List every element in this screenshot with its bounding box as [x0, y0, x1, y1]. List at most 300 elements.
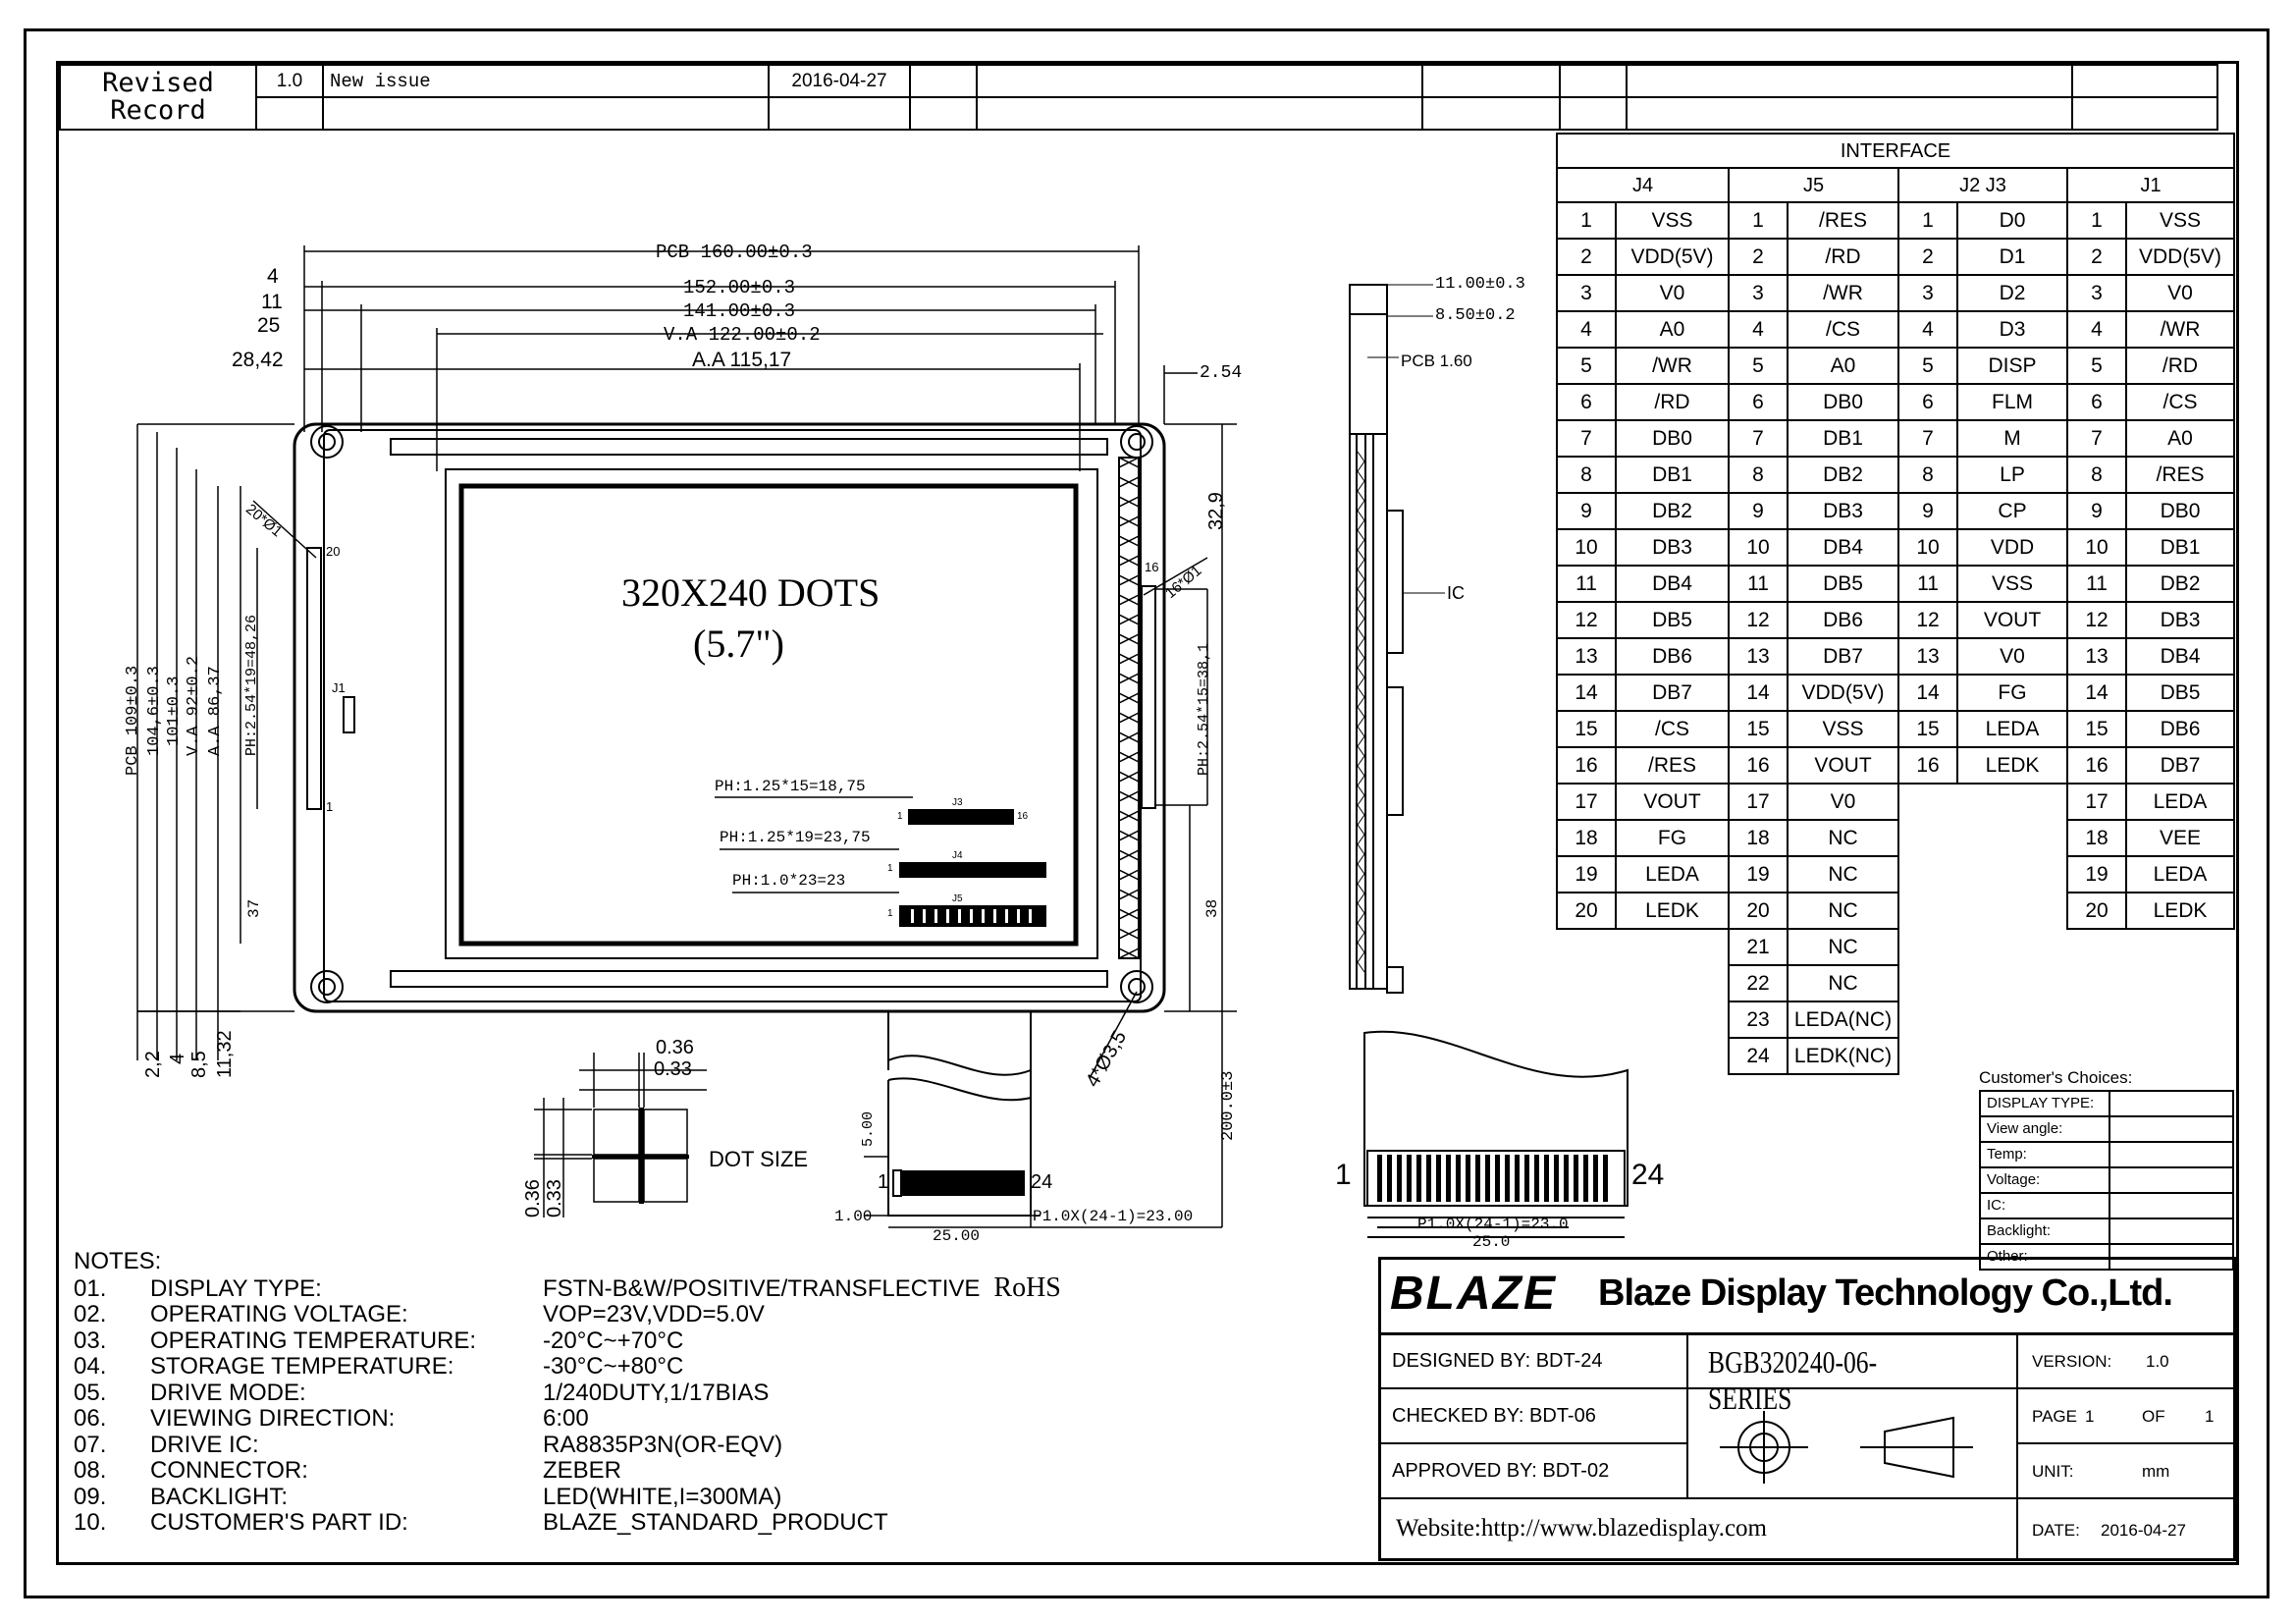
- j5-pin-row: [1728, 312, 1899, 349]
- j1-pin-row: [2066, 530, 2235, 567]
- j5-pin-number: 11: [1728, 565, 1789, 603]
- j4-pin-signal: LEDK: [1615, 892, 1730, 930]
- j4-pin-signal: DB1: [1615, 456, 1730, 494]
- j23-pin-number: 3: [1897, 274, 1958, 312]
- j1-pin-signal: DB7: [2125, 746, 2235, 785]
- dot-h2: 0.33: [544, 1179, 565, 1218]
- j4-pin-row: [1556, 676, 1730, 712]
- note-number: 06.: [74, 1405, 107, 1432]
- j23-pin-signal: VDD: [1956, 528, 2068, 567]
- customer-choice-label: Other:: [1979, 1243, 2110, 1271]
- j23-pin-row: [1897, 312, 2068, 349]
- j4-pin-signal: DB2: [1615, 492, 1730, 530]
- mount-holes: 4*Ø3,5: [1082, 1027, 1132, 1091]
- j5-pin-signal: DB6: [1787, 601, 1899, 639]
- fpc-detail-width: 25.0: [1472, 1233, 1511, 1251]
- customer-choice-row: [1979, 1166, 2234, 1194]
- j23-pin-row: [1897, 385, 2068, 421]
- j23-pin-number: 13: [1897, 637, 1958, 676]
- j4-label: J4: [952, 850, 963, 861]
- j5-pin-number: 5: [1728, 347, 1789, 385]
- j5-pin-row: [1728, 603, 1899, 639]
- dot-size-label: DOT SIZE: [709, 1147, 809, 1171]
- j5-pin-row: [1728, 494, 1899, 530]
- note-value: VOP=23V,VDD=5.0V: [543, 1301, 765, 1327]
- j4-pin-number: 7: [1556, 419, 1617, 458]
- customer-choice-value[interactable]: [2109, 1192, 2234, 1219]
- version-label: VERSION:: [2032, 1352, 2112, 1371]
- j1-pin-number: 3: [2066, 274, 2127, 312]
- customer-choice-label: DISPLAY TYPE:: [1979, 1090, 2110, 1117]
- j1-pin-row: [2066, 421, 2235, 458]
- j4-pin-number: 1: [1556, 201, 1617, 240]
- j23-pin-number: 9: [1897, 492, 1958, 530]
- customer-choice-value[interactable]: [2109, 1090, 2234, 1117]
- j4-pin-row: [1556, 785, 1730, 821]
- dim-32-9: 32,9: [1205, 492, 1227, 530]
- version-value: 1.0: [2146, 1352, 2169, 1371]
- display-size: (5.7"): [693, 622, 784, 666]
- customer-choice-row: [1979, 1141, 2234, 1168]
- j23-pin-signal: VSS: [1956, 565, 2068, 603]
- j1-pin-number: 12: [2066, 601, 2127, 639]
- j1-pin-row: [2066, 639, 2235, 676]
- fpc-pitch: P1.0X(24-1)=23.00: [1033, 1208, 1194, 1225]
- pitch-right: PH:2.54*15=38,1: [1196, 642, 1212, 776]
- date-label: DATE:: [2032, 1521, 2080, 1540]
- j23-pin-signal: D2: [1956, 274, 2068, 312]
- dot-w1: 0.36: [656, 1037, 694, 1058]
- note-item: [74, 1406, 1061, 1433]
- j23-pin-number: 5: [1897, 347, 1958, 385]
- j23-pin-number: 14: [1897, 674, 1958, 712]
- j4-pin-row: [1556, 276, 1730, 312]
- j5-pin-number: 24: [1728, 1037, 1789, 1075]
- dim-fpc-length: 200.0±3: [1219, 1070, 1238, 1141]
- fpc-detail-pin-24: 24: [1631, 1159, 1665, 1191]
- j4-pin-signal: DB7: [1615, 674, 1730, 712]
- j1-pin-row: [2066, 494, 2235, 530]
- offset-25: 25: [257, 314, 281, 337]
- j1-pin-row: [2066, 676, 2235, 712]
- customer-choice-value[interactable]: [2109, 1141, 2234, 1168]
- j1-pin-number: 8: [2066, 456, 2127, 494]
- j5-pin-1: 1: [887, 908, 893, 919]
- j4-pin-signal: /WR: [1615, 347, 1730, 385]
- side-dim-8-5: 8.50±0.2: [1435, 306, 1516, 325]
- j23-pin-signal: LEDK: [1956, 746, 2068, 785]
- note-number: 03.: [74, 1326, 107, 1354]
- j23-pin-row: [1897, 603, 2068, 639]
- offset-11: 11: [261, 291, 283, 313]
- j5-pin-row: [1728, 1002, 1899, 1039]
- title-block: [1378, 1257, 2236, 1561]
- j23-pin-row: [1897, 567, 2068, 603]
- j5-group: [1728, 167, 1899, 1075]
- note-item: [74, 1354, 1061, 1380]
- j23-pin-number: 12: [1897, 601, 1958, 639]
- j4-pin-signal: VDD(5V): [1615, 238, 1730, 276]
- part-number: BGB320240-06-SERIES: [1708, 1344, 1878, 1416]
- interface-title: INTERFACE: [1556, 133, 2235, 169]
- fpc-1: 1.00: [834, 1208, 873, 1225]
- j1-pin-signal: A0: [2125, 419, 2235, 458]
- j1-pin-number: 16: [2066, 746, 2127, 785]
- j23-pin-row: [1897, 203, 2068, 240]
- note-value: LED(WHITE,I=300MA): [543, 1483, 782, 1510]
- j5-pin-row: [1728, 857, 1899, 893]
- j1-pin-row: [2066, 349, 2235, 385]
- j4-pin-row: [1556, 494, 1730, 530]
- j1-pin-signal: /CS: [2125, 383, 2235, 421]
- j5-pin-signal: DB7: [1787, 637, 1899, 676]
- j1-pin-number: 19: [2066, 855, 2127, 893]
- j1-pin-signal: DB0: [2125, 492, 2235, 530]
- j1-pin-number: 4: [2066, 310, 2127, 349]
- j1-pin-row: [2066, 603, 2235, 639]
- j4-pin-number: 4: [1556, 310, 1617, 349]
- projection-cell: [1686, 1387, 2018, 1499]
- j5-pitch: PH:1.0*23=23: [732, 872, 846, 890]
- j1-pin-row: [2066, 785, 2235, 821]
- j5-pin-number: 16: [1728, 746, 1789, 785]
- dim-37: 37: [245, 898, 263, 918]
- j23-pin-signal: VOUT: [1956, 601, 2068, 639]
- j1-pin-row: [2066, 276, 2235, 312]
- j4-pin-number: 11: [1556, 565, 1617, 603]
- j1-pin-row: [2066, 203, 2235, 240]
- j5-pin-signal: /WR: [1787, 274, 1899, 312]
- note-item: [74, 1485, 1061, 1511]
- j4-pin-number: 6: [1556, 383, 1617, 421]
- display-dots: 320X240 DOTS: [621, 570, 881, 615]
- j4-pin-number: 14: [1556, 674, 1617, 712]
- note-number: 02.: [74, 1301, 107, 1327]
- note-item: [74, 1433, 1061, 1459]
- j1-pin-number: 18: [2066, 819, 2127, 857]
- j5-pin-row: [1728, 966, 1899, 1002]
- customer-choice-row: [1979, 1090, 2234, 1117]
- j23-pin-row: [1897, 421, 2068, 458]
- j1-pin-number: 14: [2066, 674, 2127, 712]
- j5-pin-signal: A0: [1787, 347, 1899, 385]
- j5-pin-number: 20: [1728, 892, 1789, 930]
- j4-pin-number: 3: [1556, 274, 1617, 312]
- note-item: [74, 1510, 1061, 1537]
- j5-pin-number: 3: [1728, 274, 1789, 312]
- j1-pin-signal: VDD(5V): [2125, 238, 2235, 276]
- j4-pin-signal: DB6: [1615, 637, 1730, 676]
- note-item: [74, 1302, 1061, 1328]
- j23-pin-signal: D1: [1956, 238, 2068, 276]
- j5-pin-signal: VDD(5V): [1787, 674, 1899, 712]
- j4-pin-number: 5: [1556, 347, 1617, 385]
- j23-group: [1897, 167, 2068, 785]
- customer-choice-value[interactable]: [2109, 1115, 2234, 1143]
- j5-pin-signal: DB1: [1787, 419, 1899, 458]
- j23-pin-number: 16: [1897, 746, 1958, 785]
- j5-pin-number: 4: [1728, 310, 1789, 349]
- customer-choice-row: [1979, 1218, 2234, 1245]
- j23-pin-number: 4: [1897, 310, 1958, 349]
- j23-pin-number: 10: [1897, 528, 1958, 567]
- j5-pin-number: 22: [1728, 964, 1789, 1002]
- customer-choice-row: [1979, 1192, 2234, 1219]
- j4-pin-signal: VOUT: [1615, 783, 1730, 821]
- fpc-pin-24: 24: [1031, 1171, 1053, 1193]
- note-value: -30°C~+80°C: [543, 1353, 684, 1380]
- j23-pin-row: [1897, 530, 2068, 567]
- j23-head: J2 J3: [1897, 167, 2068, 203]
- j23-pin-row: [1897, 712, 2068, 748]
- customer-choice-label: View angle:: [1979, 1115, 2110, 1143]
- j5-pin-row: [1728, 676, 1899, 712]
- note-key: DRIVE IC:: [150, 1431, 259, 1458]
- j1-pin-20: 20: [326, 544, 341, 559]
- j23-pin-row: [1897, 676, 2068, 712]
- j5-pin-number: 6: [1728, 383, 1789, 421]
- checked-by: CHECKED BY: BDT-06: [1392, 1405, 1596, 1427]
- note-key: STORAGE TEMPERATURE:: [150, 1353, 454, 1380]
- j23-pin-number: 1: [1897, 201, 1958, 240]
- j23-pin-signal: FLM: [1956, 383, 2068, 421]
- note-extra: RoHS: [993, 1272, 1061, 1303]
- blaze-logo: BLAZE: [1390, 1268, 1557, 1320]
- j5-pin-number: 9: [1728, 492, 1789, 530]
- j1-pin-signal: V0: [2125, 274, 2235, 312]
- j1-pin-signal: DB5: [2125, 674, 2235, 712]
- j4-pin-row: [1556, 639, 1730, 676]
- j5-pin-number: 21: [1728, 928, 1789, 966]
- j23-pin-row: [1897, 639, 2068, 676]
- j23-pin-signal: DISP: [1956, 347, 2068, 385]
- j23-pin-row: [1897, 349, 2068, 385]
- j1-pin-number: 15: [2066, 710, 2127, 748]
- j4-pin-number: 2: [1556, 238, 1617, 276]
- customer-choice-value[interactable]: [2109, 1166, 2234, 1194]
- j5-label: J5: [952, 893, 963, 904]
- j5-head: J5: [1728, 167, 1899, 203]
- j4-pin-row: [1556, 349, 1730, 385]
- j5-pin-number: 19: [1728, 855, 1789, 893]
- j1-pin-number: 1: [2066, 201, 2127, 240]
- of-label: OF: [2142, 1407, 2165, 1426]
- pitch-j1: PH:2.54*19=48,26: [243, 614, 260, 756]
- part-no-cell: [1686, 1332, 2018, 1416]
- j23-pin-row: [1897, 494, 2068, 530]
- revision-title-line1: Revised: [102, 68, 214, 98]
- revision-date: 2016-04-27: [769, 65, 910, 97]
- j23-pin-number: 15: [1897, 710, 1958, 748]
- j5-pin-signal: VOUT: [1787, 746, 1899, 785]
- j1-pin-signal: DB3: [2125, 601, 2235, 639]
- note-number: 08.: [74, 1457, 107, 1484]
- offset-2842: 28,42: [232, 349, 284, 371]
- note-value: 6:00: [543, 1405, 589, 1432]
- j4-group: [1556, 167, 1730, 930]
- j5-pin-signal: NC: [1787, 819, 1899, 857]
- unit-cell: [2016, 1442, 2236, 1499]
- j5-pin-row: [1728, 530, 1899, 567]
- dim-104-6: 104,6±0.3: [145, 666, 164, 756]
- j23-pin-signal: CP: [1956, 492, 2068, 530]
- j3-pin-16: 16: [1017, 811, 1029, 822]
- j4-pin-row: [1556, 567, 1730, 603]
- dot-h1: 0.36: [522, 1179, 544, 1218]
- j4-pin-row: [1556, 312, 1730, 349]
- j4-pin-number: 18: [1556, 819, 1617, 857]
- j5-pin-signal: V0: [1787, 783, 1899, 821]
- dim-pcb-height: PCB 109±0.3: [124, 665, 142, 776]
- j23-pin-row: [1897, 458, 2068, 494]
- j4-pin-row: [1556, 821, 1730, 857]
- j5-pin-signal: LEDA(NC): [1787, 1001, 1899, 1039]
- j5-pin-number: 17: [1728, 783, 1789, 821]
- j1-pin-row: [2066, 893, 2235, 930]
- note-key: VIEWING DIRECTION:: [150, 1405, 396, 1432]
- j4-pin-number: 9: [1556, 492, 1617, 530]
- dim-aa-width: A.A 115,17: [692, 349, 792, 371]
- j5-pin-signal: VSS: [1787, 710, 1899, 748]
- bottom-11-32: 11,32: [214, 1030, 236, 1078]
- date-cell: [2016, 1497, 2236, 1561]
- note-key: OPERATING VOLTAGE:: [150, 1301, 408, 1327]
- j4-pin-row: [1556, 748, 1730, 785]
- j1-pin-row: [2066, 748, 2235, 785]
- j4-pin-row: [1556, 893, 1730, 930]
- j5-pin-signal: NC: [1787, 892, 1899, 930]
- j5-pin-number: 10: [1728, 528, 1789, 567]
- note-number: 09.: [74, 1483, 107, 1510]
- note-number: 05.: [74, 1379, 107, 1406]
- dim-aa-height: A.A 86,37: [206, 666, 225, 756]
- note-number: 07.: [74, 1431, 107, 1458]
- j1-pin-row: [2066, 385, 2235, 421]
- j5-pin-number: 1: [1728, 201, 1789, 240]
- j1-pin-number: 10: [2066, 528, 2127, 567]
- j1-pin-number: 6: [2066, 383, 2127, 421]
- bottom-2-2: 2,2: [142, 1051, 164, 1078]
- page-value: 1: [2085, 1407, 2095, 1426]
- j1-label: J1: [332, 680, 346, 695]
- note-number: 01.: [74, 1274, 107, 1302]
- j23-pin-number: 6: [1897, 383, 1958, 421]
- customer-choice-value[interactable]: [2109, 1218, 2234, 1245]
- customer-choice-label: Voltage:: [1979, 1166, 2110, 1194]
- j23-pin-signal: V0: [1956, 637, 2068, 676]
- page-label: PAGE: [2032, 1407, 2077, 1426]
- notes-title: NOTES:: [74, 1248, 162, 1274]
- j3-pin-1: 1: [897, 811, 903, 822]
- j4-connector: [899, 862, 1046, 878]
- bottom-8-5: 8,5: [188, 1051, 210, 1078]
- website: Website:http://www.blazedisplay.com: [1396, 1515, 1767, 1542]
- j1-pin-signal: VSS: [2125, 201, 2235, 240]
- j4-pin-signal: DB3: [1615, 528, 1730, 567]
- dim-38: 38: [1203, 898, 1221, 918]
- j4-pin-row: [1556, 603, 1730, 639]
- j23-pin-row: [1897, 240, 2068, 276]
- j5-pin-row: [1728, 240, 1899, 276]
- j4-pin-row: [1556, 712, 1730, 748]
- j5-pin-number: 14: [1728, 674, 1789, 712]
- j1-pin-number: 2: [2066, 238, 2127, 276]
- j23-pin-number: 8: [1897, 456, 1958, 494]
- offset-4: 4: [267, 265, 279, 288]
- j1-pin-number: 5: [2066, 347, 2127, 385]
- j4-pin-signal: DB5: [1615, 601, 1730, 639]
- j5-pin-signal: LEDK(NC): [1787, 1037, 1899, 1075]
- company-name: Blaze Display Technology Co.,Ltd.: [1598, 1272, 2172, 1314]
- j23-pin-number: 2: [1897, 238, 1958, 276]
- designed-cell: [1378, 1332, 1688, 1389]
- dot-w2: 0.33: [654, 1058, 692, 1080]
- j1-pin-signal: /WR: [2125, 310, 2235, 349]
- note-item: [74, 1458, 1061, 1485]
- j5-pin-row: [1728, 639, 1899, 676]
- designed-by: DESIGNED BY: BDT-24: [1392, 1350, 1603, 1372]
- j1-pin-number: 20: [2066, 892, 2127, 930]
- j5-pin-row: [1728, 712, 1899, 748]
- j1-pin-signal: LEDA: [2125, 783, 2235, 821]
- side-dim-11: 11.00±0.3: [1435, 275, 1525, 294]
- j5-pin-row: [1728, 821, 1899, 857]
- j5-pin-24: 24: [1033, 908, 1044, 919]
- j4-pin-row: [1556, 385, 1730, 421]
- j4-pin-number: 16: [1556, 746, 1617, 785]
- j4-pin-1: 1: [887, 863, 893, 874]
- j5-pin-row: [1728, 785, 1899, 821]
- j23-pin-signal: D3: [1956, 310, 2068, 349]
- j5-pin-row: [1728, 421, 1899, 458]
- j1-pin-signal: DB1: [2125, 528, 2235, 567]
- j5-pin-number: 12: [1728, 601, 1789, 639]
- j4-pin-row: [1556, 530, 1730, 567]
- version-cell: [2016, 1332, 2236, 1389]
- customer-choice-label: Backlight:: [1979, 1218, 2110, 1245]
- customer-choices: [1979, 1068, 2234, 1271]
- j1-pin-signal: /RD: [2125, 347, 2235, 385]
- company-banner: [1378, 1257, 2236, 1335]
- note-number: 04.: [74, 1353, 107, 1380]
- j1-group: [2066, 167, 2235, 930]
- note-key: CONNECTOR:: [150, 1457, 308, 1484]
- j1-pin-signal: DB4: [2125, 637, 2235, 676]
- fpc-pin-1: 1: [878, 1171, 889, 1193]
- j23-pin-row: [1897, 276, 2068, 312]
- j1-pin-row: [2066, 240, 2235, 276]
- bottom-4: 4: [167, 1053, 188, 1064]
- j5-pin-row: [1728, 1039, 1899, 1075]
- j23-pin-number: 7: [1897, 419, 1958, 458]
- note-number: 10.: [74, 1509, 107, 1536]
- customer-title: Customer's Choices:: [1979, 1068, 2133, 1087]
- j1-pin-number: 17: [2066, 783, 2127, 821]
- note-key: CUSTOMER'S PART ID:: [150, 1509, 408, 1536]
- j1-pin-row: [2066, 857, 2235, 893]
- right-pin-16: 16: [1145, 560, 1159, 574]
- customer-choice-row: [1979, 1115, 2234, 1143]
- dim-141: 141.00±0.3: [683, 300, 796, 322]
- dim-2-54: 2.54: [1200, 363, 1243, 383]
- note-key: DISPLAY TYPE:: [150, 1274, 322, 1302]
- j1-pin-number: 9: [2066, 492, 2127, 530]
- note-item: [74, 1272, 1061, 1303]
- j5-pin-signal: DB4: [1787, 528, 1899, 567]
- j1-pin-signal: VEE: [2125, 819, 2235, 857]
- j5-pin-row: [1728, 385, 1899, 421]
- j4-pitch: PH:1.25*19=23,75: [720, 829, 871, 846]
